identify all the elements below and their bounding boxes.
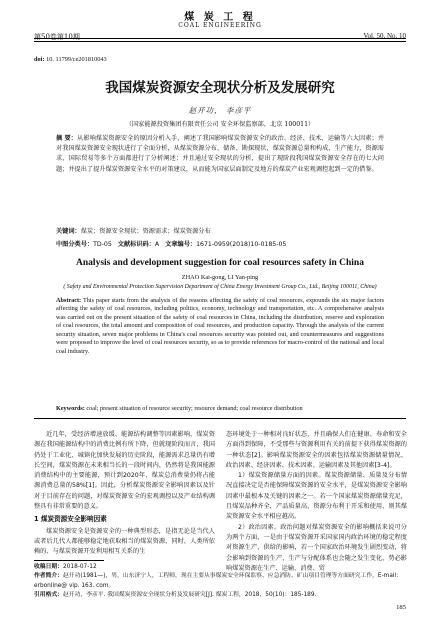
body-paragraph: 近几年，受经济增速放缓、能源结构调整等因素影响，煤炭资源在我国能源结构中的消费比例有所下降，但就现阶段而言，我国仍处于工业化、城镇化加快发展的历史阶段，能源需求总量仍有增长空间，煤炭资源在未来相当长的一段时间内，仍然将是我国能源消费结构中的主要能源，预计到2020年，煤炭总消费量仍将占能源消费总量的58%[1]。因此，分析煤炭资源安全影响因素以及针对于目前存在的问题，对煤炭资源安全的宏观调控以及产业结构调整具有非常重要的意义。 — [34, 431, 215, 511]
issue-cn: 第50卷第10期 — [34, 33, 80, 41]
received-value: 2018-07-12 — [63, 564, 97, 570]
doc-code — [118, 239, 159, 248]
abstract-en — [56, 297, 384, 356]
footnote-citation — [34, 591, 406, 600]
clc-value: TD-05 — [93, 241, 112, 248]
footnote-received — [34, 563, 406, 572]
abstract-cn-label: 摘 要： — [56, 135, 78, 142]
keywords-en-label: Keywords: — [56, 405, 85, 412]
section-heading: 1 煤炭资源安全影响因素 — [34, 515, 107, 524]
body-paragraph: 1）煤炭资源储量方面的因素。煤炭资源储量、质量及分布情况直接决定是否能保障煤炭资源的安全水平，是煤炭资源安全影响因素中最根本及关键的因素之一。若一个国家煤炭资源储量充足，且煤炭品种齐全，产品质量高，资源分布利于开采和使用，则其煤炭资源安全水平相应越高。 — [226, 472, 407, 521]
keywords-en-text: coal; present situation of resource security; resource demand; coal resource distribution — [86, 405, 303, 412]
clc-number — [56, 239, 112, 248]
body-paragraph: 煤炭资源安全是资源安全的一种典型形态，是指无论是当代人或者后几代人都能够稳定地获取相当的煤炭资源，同时，人类所依赖的、与煤炭资源开发利用相互关系的生 — [34, 527, 215, 556]
classification-row — [56, 239, 384, 248]
journal-title-cn: 煤 炭 工 程 — [184, 12, 256, 23]
authors-cn: 赵开功， 李彦平 — [188, 106, 252, 115]
doc-code-label: 文献标识码： — [117, 241, 155, 248]
author-bio-value: 赵开功(1981—)，男，山东济宁人，工程师，现在主要从事煤炭安全环保监察、应急消防、矿山项目管理等方面研究工作，E-mail：erbonline@ vip. 163. com。 — [34, 573, 402, 589]
header-rule-thick — [34, 38, 406, 39]
article-title-en: Analysis and development suggestion for coal resources safety in China — [76, 258, 364, 268]
body-column-left — [34, 430, 215, 558]
clc-label: 中图分类号： — [56, 241, 94, 248]
received-label: 收稿日期： — [34, 564, 63, 570]
authors-en: ZHAO Kai-gong, LI Yan-ping — [181, 274, 259, 281]
abstract-en-label: Abstract: — [56, 297, 82, 304]
header-rule-thin — [34, 41, 406, 42]
body-paragraph: 态环境处于一种相对良好状态，并且确保人们在健康、寿命和安全方面得到保障，不受那些与资源利用有关的前提下获得煤炭资源的一种状态[2]。影响煤炭资源安全的因素包括煤炭资源储量情况、政治因素、经济因素、技术因素、运输因素及其他因素[3-4]。 — [226, 431, 407, 469]
abstract-separator — [34, 418, 406, 419]
body-column-right — [226, 430, 407, 574]
affiliation-cn: （国家能源投资集团有限责任公司 安全环保监察部，北京 100011） — [125, 121, 315, 128]
doi-line[interactable] — [34, 56, 107, 63]
article-number — [165, 239, 286, 248]
keywords-cn-label: 关键词： — [56, 228, 81, 235]
abstract-en-text: This paper starts from the analysis of the reasons affecting the safety of coal resources, expounds the six major factors affecting the safety of coal resources, including politics, economy, technology and transportation, etc. A comprehensive analysis was carried out on the present situation of the safety of coal resources in China, including the distribution, reserve and exploration of coal resources, the total amount and composition of coal resources, and production capacity. Through the analysis of the current security situation, seven major problems in China's coal resources security was pointed out, and countermeasures and suggestions were proposed to improve the level of coal resources security, so as to provide references for macro-control of the national and local coal industry. — [56, 297, 385, 355]
article-number-label: 文章编号： — [165, 241, 197, 248]
keywords-cn — [56, 226, 384, 235]
footnote-author — [34, 572, 406, 591]
keywords-en — [56, 405, 384, 412]
keywords-cn-text: 煤炭；资源安全现状；资源需求；煤炭资源分布 — [80, 228, 211, 235]
article-title-cn: 我国煤炭资源安全现状分析及发展研究 — [105, 80, 335, 96]
doi-label: doi: — [34, 56, 45, 63]
page-number: 185 — [396, 604, 406, 611]
body-paragraph: 2）政治因素。政治问题对煤炭资源安全的影响概括来说可分为两个方面，一是由于煤炭资源开采国家国内政治环境的稳定程度对资源生产、供给的影响，若一个国家政治环境发生剧烈变动，将会影响到资源的生产，生产与分配体系也会随之发生变化，势必影响煤炭资源在生产、运输、消费、贸 — [226, 523, 407, 572]
abstract-cn — [56, 134, 384, 175]
footnotes — [34, 563, 406, 601]
citation-value: 赵开功，李彦平. 我国煤炭资源安全现状分析及发展研究[J]. 煤炭工程，2018，50(10)：185-189. — [63, 592, 317, 599]
footnote-rule — [34, 560, 104, 561]
author-bio-label: 作者简介： — [34, 573, 63, 580]
journal-title-en: COAL ENGINEERING — [178, 22, 262, 29]
doi-value[interactable]: 10. 11799/ce201810043 — [46, 56, 107, 63]
article-number-value: 1671-0959(2018)10-0185-05 — [196, 241, 287, 248]
doc-code-value: A — [154, 241, 160, 248]
affiliation-en: ( Safety and Environmental Protection Supervision Department of China Energy Investment Group Co., Ltd., Beijing 100011, China) — [63, 284, 377, 290]
citation-label: 引用格式： — [34, 592, 63, 599]
issue-en: Vol. 50, No. 10 — [363, 32, 406, 40]
abstract-cn-text: 从影响煤炭资源安全的原因分析入手，阐述了我国影响煤炭资源安全的政治、经济、技术、运输等六大因素；并对我国煤炭资源安全现状进行了全面分析，从煤炭资源分布、储备、勘探现状，煤炭资源总量和构成，生产能力，资源需求，国际贸易等多个方面都进行了分析阐述；并且通过安全现状的分析，提出了现阶段我国煤炭资源安全存在的七大问题；并提出了提升煤炭资源安全水平的对策建议，从而能为国家层面制定及地方的煤炭产业宏观调控起到一定的借鉴。 — [56, 135, 385, 173]
